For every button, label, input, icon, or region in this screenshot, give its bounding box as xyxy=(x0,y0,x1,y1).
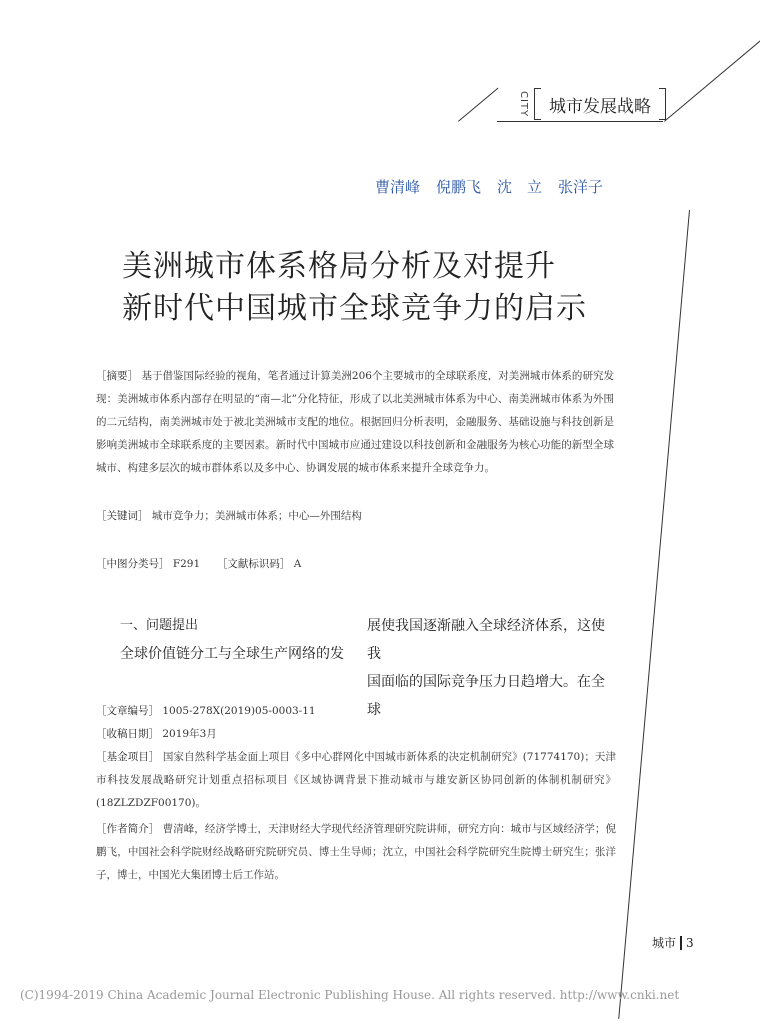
author-name: 沈 立 xyxy=(497,178,543,196)
title-line-1: 美洲城市体系格局分析及对提升 xyxy=(122,249,556,284)
right-bracket xyxy=(659,88,666,120)
received-date-value: 2019年3月 xyxy=(162,728,217,740)
clc-value: F291 xyxy=(172,558,201,570)
section-heading: 一、问题提出 xyxy=(120,618,199,633)
body-text: 国面临的国际竞争压力日趋增大。在全球 xyxy=(367,674,605,718)
clc-label: ［中图分类号］ xyxy=(96,558,170,570)
author-list xyxy=(375,176,603,197)
copyright-notice: (C)1994-2019 China Academic Journal Electronic Publishing House. All rights reserved. http://www.cnki.net xyxy=(20,988,680,1002)
article-id xyxy=(96,700,616,723)
article-id-label: ［文章编号］ xyxy=(96,705,159,717)
author-bio-label: ［作者简介］ xyxy=(96,823,160,835)
funding-label: ［基金项目］ xyxy=(96,751,160,763)
page-footer xyxy=(652,934,694,951)
body-column-left xyxy=(120,612,350,668)
page-number: 3 xyxy=(686,935,694,950)
author-bio xyxy=(96,818,616,887)
author-name: 倪鹏飞 xyxy=(436,178,482,196)
author-name: 张洋子 xyxy=(558,178,604,196)
section-header xyxy=(518,86,666,122)
keywords xyxy=(96,505,614,528)
doc-code-value: A xyxy=(293,558,302,570)
article-id-value: 1005-278X(2019)05-0003-11 xyxy=(162,705,316,717)
right-diagonal-line xyxy=(664,37,760,121)
author-bio-value: 曹清峰，经济学博士，天津财经大学现代经济管理研究院讲师，研究方向：城市与区域经济学；倪鹏飞，中国社会科学院财经战略研究院研究员、博士生导师；沈立，中国社会科学院研究生院博士研究生；张洋子，博士，中国光大集团博士后工作站。 xyxy=(96,823,617,881)
keywords-text: 城市竞争力；美洲城市体系；中心—外围结构 xyxy=(151,510,362,522)
received-date-label: ［收稿日期］ xyxy=(96,728,159,740)
footer-divider xyxy=(680,936,682,950)
title-line-2: 新时代中国城市全球竞争力的启示 xyxy=(122,291,587,326)
doc-code-label: ［文献标识码］ xyxy=(216,558,291,570)
abstract-label: ［摘要］ xyxy=(96,370,139,382)
author-name: 曹清峰 xyxy=(375,178,421,196)
abstract-text: 基于借鉴国际经验的视角，笔者通过计算美洲206个主要城市的全球联系度，对美洲城市体系的研究发现：美洲城市体系内部存在明显的“南—北”分化特征，形成了以北美洲城市体系为中心、南美洲城市体系为外围的二元结构，南美洲城市处于被北美洲城市支配的地位。根据回归分析表明，金融服务、基础设施与科技创新是影响美洲城市全球联系度的主要因素。新时代中国城市应通过建设以科技创新和金融服务为核心功能的新型全球城市、构建多层次的城市群体系以及多中心、协调发展的城市体系来提升全球竞争力。 xyxy=(96,370,615,474)
section-title: 城市发展战略 xyxy=(549,96,651,117)
journal-name: 城市 xyxy=(652,936,677,950)
body-text: 展使我国逐渐融入全球经济体系，这使我 xyxy=(367,618,605,662)
header-diagonal-line xyxy=(458,88,498,122)
page-edge-line xyxy=(618,210,690,1019)
funding-value: 国家自然科学基金面上项目《多中心群网化中国城市新体系的决定机制研究》(71774170)；天津市科技发展战略研究计划重点招标项目《区域协调背景下推动城市与雄安新区协同创新的体制机制研究》(18ZLZDZF00170)。 xyxy=(96,751,616,809)
body-text: 全球价值链分工与全球生产网络的发 xyxy=(120,646,344,662)
city-label: CITY xyxy=(518,90,529,118)
left-bracket xyxy=(534,88,541,120)
article-title xyxy=(122,246,587,330)
funding xyxy=(96,746,616,815)
keywords-label: ［关键词］ xyxy=(96,510,149,522)
received-date xyxy=(96,723,616,746)
abstract xyxy=(96,365,614,480)
classification xyxy=(96,556,301,571)
